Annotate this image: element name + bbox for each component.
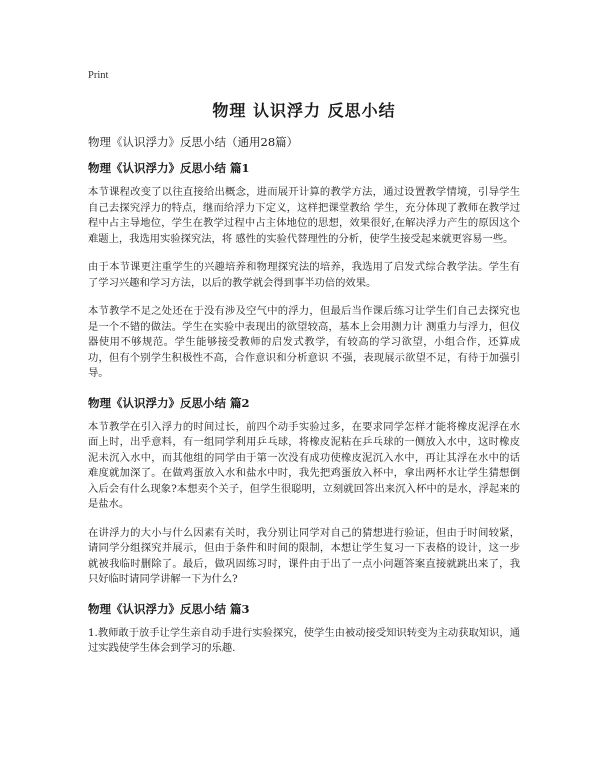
paragraph: 1.教师敢于放手让学生亲自动手进行实验探究，使学生由被动接受知识转变为主动获取知识，通过实践使学生体会到学习的乐趣. <box>88 626 520 654</box>
page-title: 物理 认识浮力 反思小结 <box>212 101 396 120</box>
paragraph: 在讲浮力的大小与什么因素有关时，我分别让同学对自己的猜想进行验证，但由于时间较紧，请同学分组探究并展示，但由于条件和时间的限制，本想让学生复习一下表格的设计，这一步就被我临时删除了。最后，做巩固练习时，课件由于出了一点小问题答案直接就跳出来了，我只好临时请同学讲解一下为什么? <box>88 526 520 585</box>
paragraph: 本节教学在引入浮力的时间过长，前四个动手实验过多，在要求同学怎样才能将橡皮泥浮在水面上时，出乎意料，有一组同学利用乒乓球，将橡皮泥粘在乒乓球的一侧放入水中，这时橡皮泥未沉入水中，而其他组的同学由于第一次没有成功使橡皮泥沉入水中，再让其浮在水中的话难度就加深了。在做鸡蛋放入水和盐水中时，我先把鸡蛋放入杯中，拿出两杯水让学生猜想倒入后会有什么现象?本想卖个关子，但学生很聪明，立刻就回答出来沉入杯中的是水，浮起来的是盐水。 <box>88 420 520 510</box>
section-3 <box>88 601 520 657</box>
section-2 <box>88 395 520 588</box>
document-subtitle: 物理《认识浮力》反思小结（通用28篇） <box>88 135 299 149</box>
section-heading: 物理《认识浮力》反思小结 篇3 <box>88 601 250 616</box>
print-link[interactable]: Print <box>88 70 109 81</box>
paragraph: 本节课程改变了以往直接给出概念，进而展开计算的教学方法，通过设置教学情境，引导学生自己去探究浮力的特点，继而给浮力下定义，这样把课堂教给 学生，充分体现了教师在教学过程中占主导地位，学生在教学过程中占主体地位的思想，效果很好,在解决浮力产生的原因这个难题上，我选用实验探究法，将 感性的实验代替理性的分析，使学生接受起来就更容易一些。 <box>88 186 520 245</box>
section-heading: 物理《认识浮力》反思小结 篇1 <box>88 161 250 175</box>
paragraph: 本节教学不足之处还在于没有涉及空气中的浮力，但最后当作课后练习让学生们自己去探究也是一个不错的做法。学生在实验中表现出的欲望较高，基本上会用测力计 测重力与浮力，但仪器使用不够规范。学生能够接受教师的启发式教学，有较高的学习欲望，小组合作，还算成功，但有个别学生积极性不高，合作意识和分析意识 不强，表现展示欲望不足，有待于加强引导。 <box>88 305 520 379</box>
document-body <box>88 160 520 670</box>
section-1 <box>88 160 520 382</box>
section-heading: 物理《认识浮力》反思小结 篇2 <box>88 395 250 410</box>
paragraph: 由于本节课更注重学生的兴趣培养和物理探究法的培养，我选用了启发式综合教学法。学生有了学习兴趣和学习方法，以后的教学就会得到事半功倍的效果。 <box>88 261 520 289</box>
